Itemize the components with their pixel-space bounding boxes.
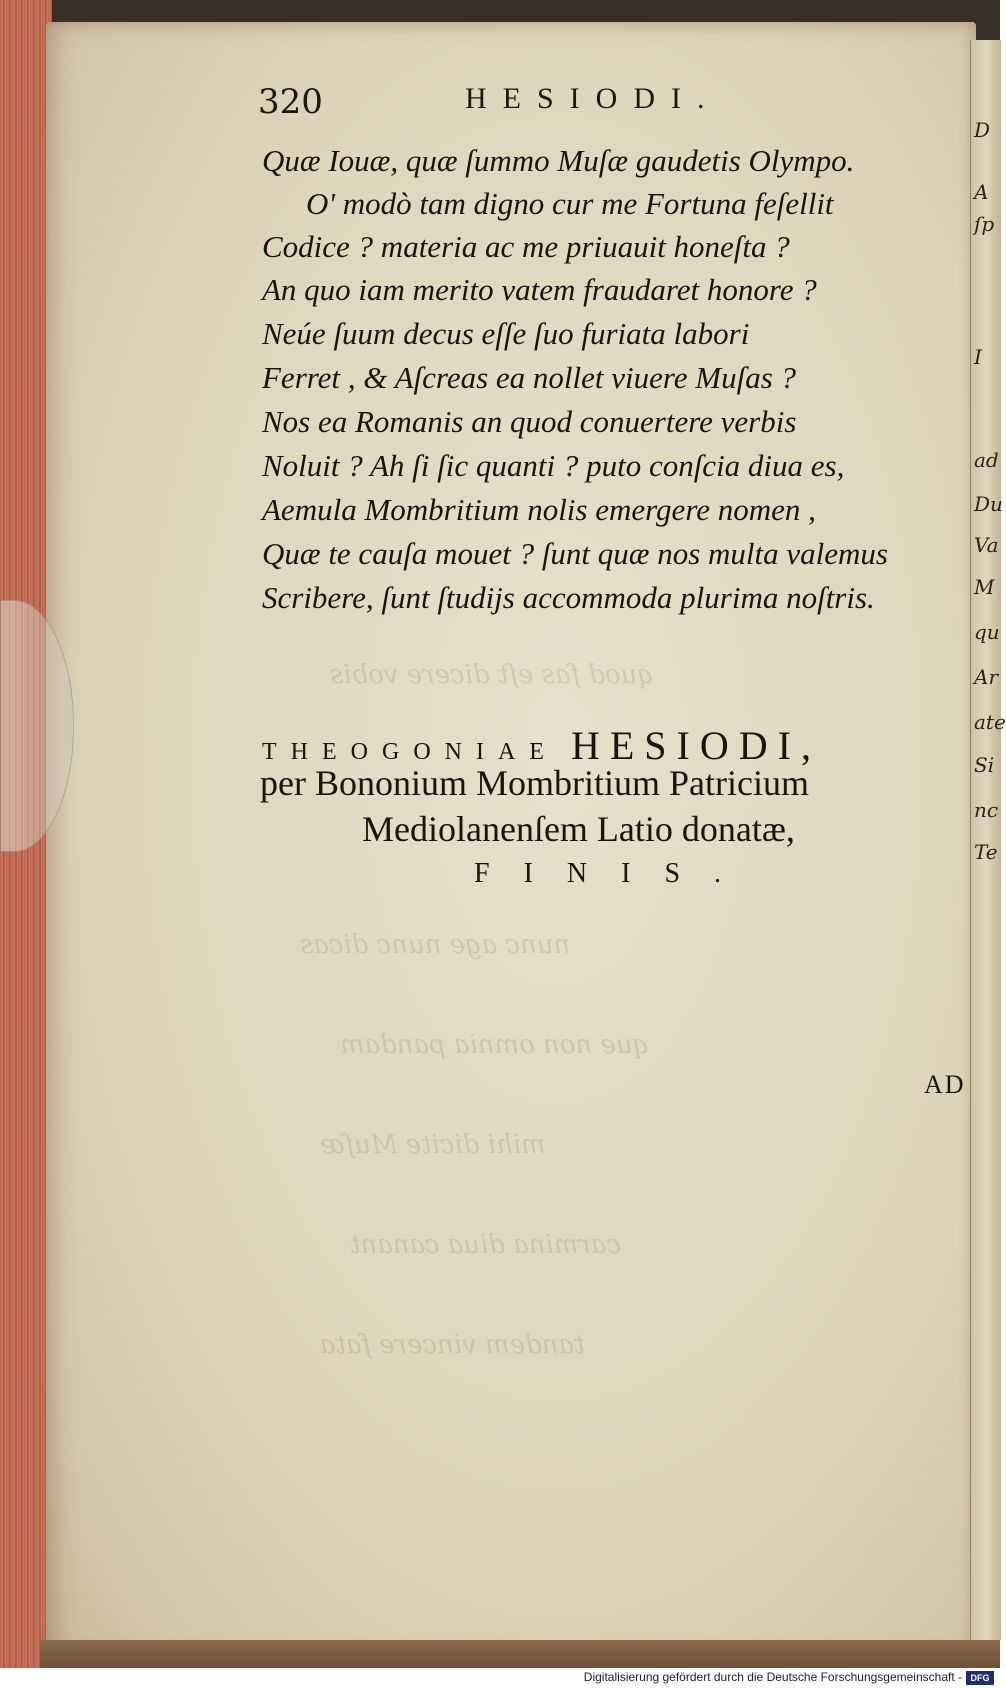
next-leaf-fragment: M bbox=[974, 575, 995, 599]
colophon-theogoniae: THEOGONIAE bbox=[262, 739, 558, 765]
catchword: AD bbox=[924, 1070, 966, 1099]
show-through-text: mihi dicite Muſæ bbox=[320, 1130, 546, 1160]
verse-line: Ferret , & Aſcreas ea nollet viuere Muſas ? bbox=[262, 360, 797, 395]
verse-line: Aemula Mombritium nolis emergere nomen , bbox=[262, 492, 816, 527]
next-leaf-fragment: Du bbox=[974, 492, 1003, 516]
verse-line: O' modò tam digno cur me Fortuna feſellit bbox=[306, 186, 834, 221]
next-leaf-fragment: D bbox=[974, 118, 991, 142]
page-number: 320 bbox=[258, 82, 323, 122]
colophon-dedication: Mediolanenſem Latio donatæ, bbox=[362, 809, 795, 849]
running-title: HESIODI. bbox=[465, 82, 721, 115]
next-leaf-fragment: Si bbox=[974, 753, 995, 777]
verse-line: Scribere, ſunt ſtudijs accommoda plurima noſtris. bbox=[262, 580, 875, 615]
show-through-text: nunc age nunc dicas bbox=[300, 930, 571, 960]
next-leaf-fragment: Te bbox=[974, 840, 998, 864]
colophon-translator: per Bononium Mombritium Patricium bbox=[260, 763, 809, 803]
show-through-text: carmina diua canant bbox=[350, 1230, 621, 1260]
next-leaf-fragment: Va bbox=[974, 533, 999, 557]
show-through-text: tandem vincere fata bbox=[320, 1330, 585, 1360]
next-leaf-fragment: Ar bbox=[974, 665, 999, 689]
verse-line: Quæ Iouæ, quæ ſummo Muſæ gaudetis Olympo. bbox=[262, 143, 855, 178]
show-through-text: quod fas eſt dicere vobis bbox=[330, 660, 655, 690]
verse-line: Codice ? materia ac me priuauit honeſta ? bbox=[262, 229, 790, 264]
digitization-footer bbox=[0, 1668, 1000, 1688]
next-leaf-fragment: A bbox=[974, 180, 989, 204]
page-bottom-edge bbox=[40, 1640, 1000, 1668]
colophon-hesiodi: HESIODI, bbox=[570, 723, 821, 768]
next-leaf-fragment: nc bbox=[974, 798, 999, 822]
next-leaf-fragment: ſp bbox=[974, 212, 995, 236]
next-leaf-fragment: ad bbox=[974, 448, 999, 472]
verse-line: An quo iam merito vatem fraudaret honore ? bbox=[262, 272, 817, 307]
verse-line: Neúe ſuum decus eſſe ſuo furiata labori bbox=[262, 316, 750, 351]
verse-line: Nos ea Romanis an quod conuertere verbis bbox=[262, 404, 797, 439]
show-through-text: que non omnia pandam bbox=[340, 1030, 650, 1060]
verse-line: Quæ te cauſa mouet ? ſunt quæ nos multa valemus bbox=[262, 536, 888, 571]
next-leaf-fragment: qu bbox=[974, 620, 1000, 644]
verse-line: Noluit ? Ah ſi ſic quanti ? puto conſcia diua es, bbox=[262, 448, 845, 483]
next-leaf-fragment: ate bbox=[974, 710, 1006, 734]
funding-credit: Digitalisierung gefördert durch die Deutsche Forschungsgemeinschaft - bbox=[583, 1670, 962, 1684]
colophon-finis: FINIS. bbox=[474, 858, 756, 889]
dfg-logo: DFG bbox=[966, 1671, 994, 1685]
next-leaf-fragment: I bbox=[974, 345, 982, 369]
